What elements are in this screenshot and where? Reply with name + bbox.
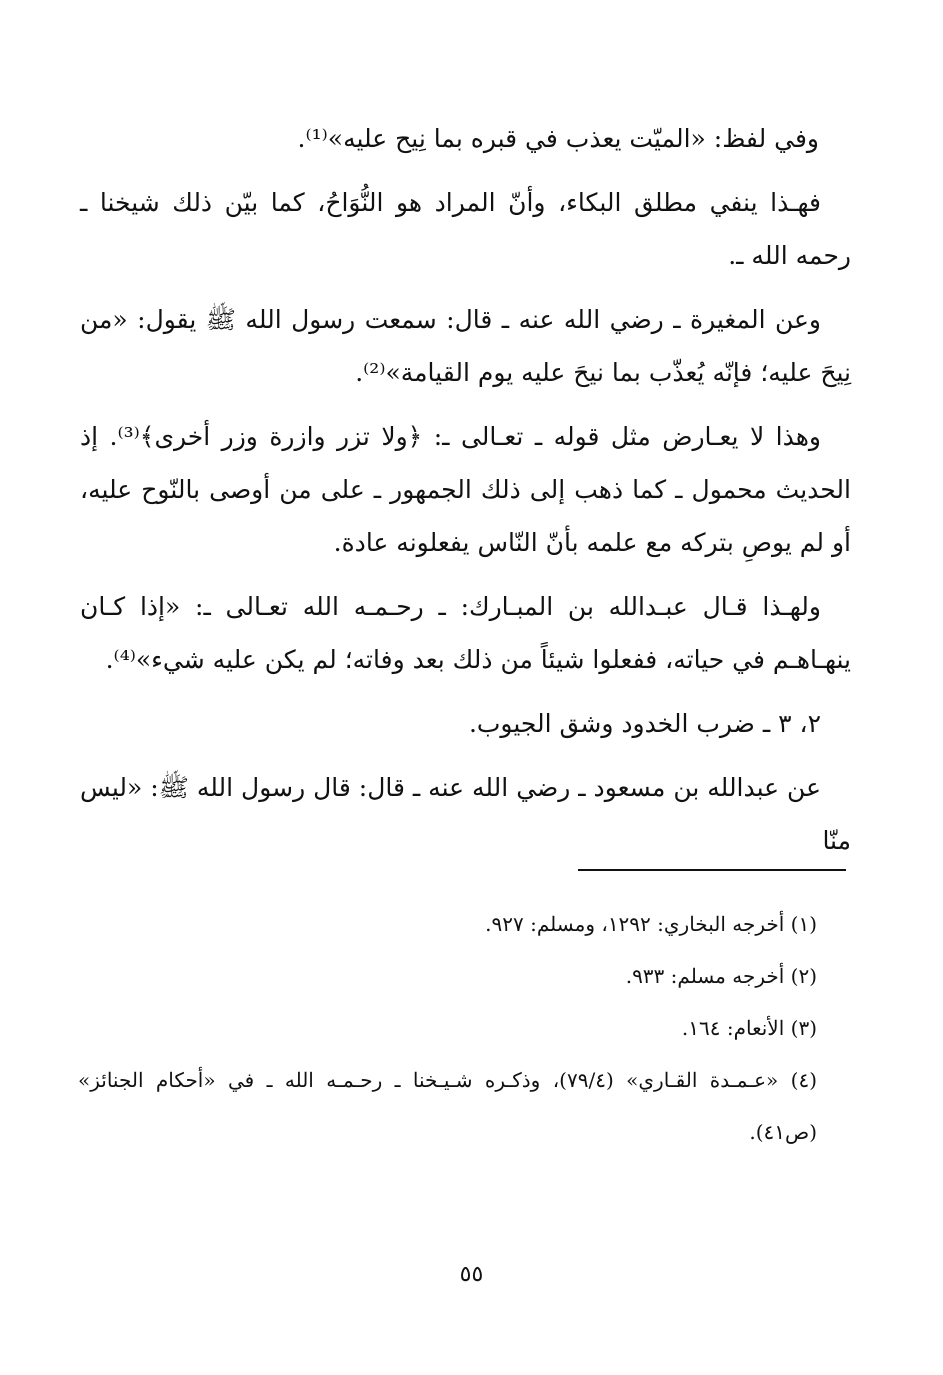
footnote-4: (٤) «عـمـدة القـاري» (٧٩/٤)، وذكـره شـيـخنا ـ رحـمـه الله ـ في «أحكام الجنائز» (ص٤١). bbox=[78, 1068, 817, 1144]
paragraph-3: وعن المغيرة ـ رضي الله عنه ـ قال: سمعت رسول الله ﷺ يقول: «من نِيحَ عليه؛ فإنّه يُعذّب بما نيحَ عليه يوم القيامة»⁽²⁾. bbox=[80, 305, 851, 387]
paragraph-1: وفي لفظ: «الميّت يعذب في قبره بما نِيح عليه»⁽¹⁾. bbox=[297, 124, 819, 153]
paragraph-5: ولهـذا قـال عبـدالله بن المبـارك: ـ رحـمـه الله تعـالى ـ: «إذا كـان ينهـاهـم في حياته، ففعلوا شيئاً من ذلك بعد وفاته؛ لم يكن عليه شيء»⁽⁴⁾. bbox=[80, 592, 851, 674]
section-heading: ٢، ٣ ـ ضرب الخدود وشق الجيوب. bbox=[468, 709, 821, 738]
paragraph-4: وهذا لا يعـارض مثل قوله ـ تعـالى ـ: ﴿ولا تزر وازرة وزر أخرى﴾⁽³⁾. إذ الحديث محمول ـ كما ذهب إلى ذلك الجمهور ـ على من أوصى بالنّوح عليه، أو لم يوصِ بتركه مع علمه بأنّ النّاس يفعلونه عادة. bbox=[80, 422, 851, 557]
footnote-3: (٣) الأنعام: ١٦٤. bbox=[681, 1016, 817, 1040]
paragraph-2: فهـذا ينفي مطلق البكاء، وأنّ المراد هو النُّوَاحُ، كما بيّن ذلك شيخنا ـ رحمه الله ـ. bbox=[80, 188, 851, 270]
footnote-1: (١) أخرجه البخاري: ١٢٩٢، ومسلم: ٩٢٧. bbox=[485, 912, 817, 936]
footnote-separator bbox=[578, 869, 846, 871]
footnote-2: (٢) أخرجه مسلم: ٩٣٣. bbox=[625, 964, 817, 988]
main-text bbox=[80, 112, 851, 878]
footnotes bbox=[78, 898, 817, 1158]
page-number: ٥٥ bbox=[459, 1262, 484, 1287]
paragraph-7: عن عبدالله بن مسعود ـ رضي الله عنه ـ قال: قال رسول الله ﷺ: «ليس منّا bbox=[80, 773, 851, 855]
